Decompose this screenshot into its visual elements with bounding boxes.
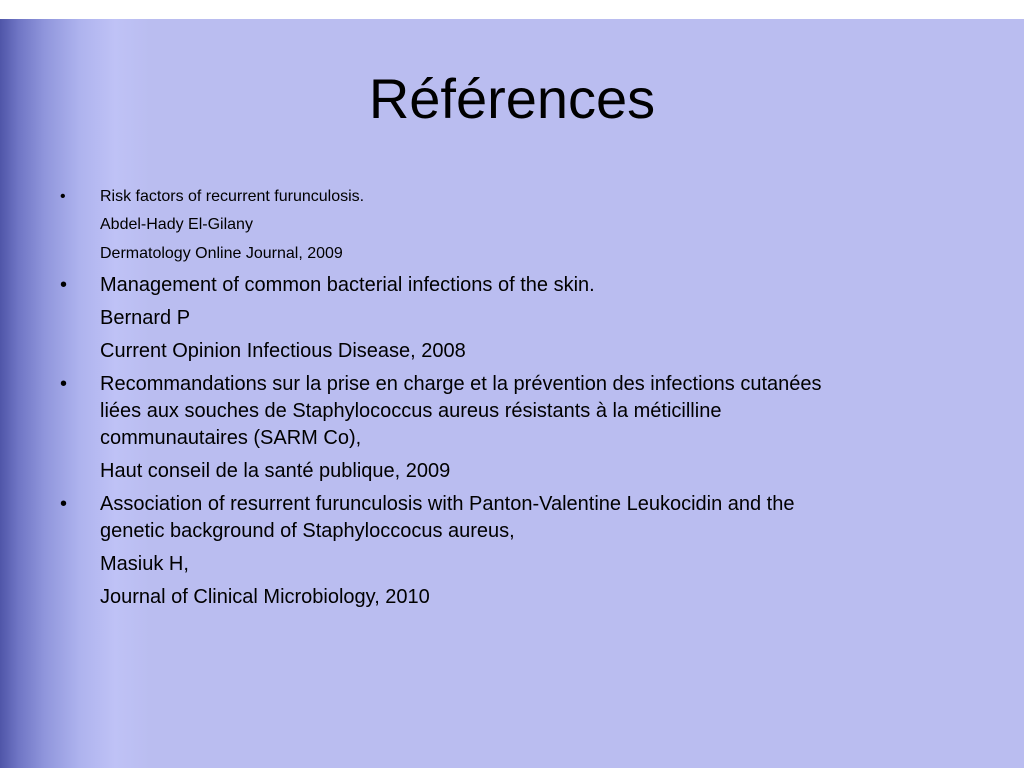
reference-2-title: Management of common bacterial infections of the skin. bbox=[100, 274, 595, 296]
reference-4-author: Masiuk H, bbox=[100, 553, 189, 575]
references-list bbox=[0, 19, 1024, 768]
bullet-icon: • bbox=[60, 373, 68, 395]
reference-3-title-line-2: liées aux souches de Staphylococcus aureus résistants à la méticilline bbox=[100, 400, 722, 422]
reference-4-title-line-2: genetic background of Staphyloccocus aureus, bbox=[100, 520, 515, 542]
bullet-icon: • bbox=[60, 188, 66, 205]
reference-3-title-line-1: Recommandations sur la prise en charge et la prévention des infections cutanées bbox=[100, 373, 822, 395]
slide-title: Références bbox=[368, 67, 656, 130]
reference-4-source: Journal of Clinical Microbiology, 2010 bbox=[100, 586, 430, 608]
slide bbox=[0, 19, 1024, 768]
reference-1-title: Risk factors of recurrent furunculosis. bbox=[100, 188, 365, 205]
reference-4-title-line-1: Association of resurrent furunculosis with Panton-Valentine Leukocidin and the bbox=[100, 493, 795, 515]
reference-1-author: Abdel-Hady El-Gilany bbox=[100, 216, 253, 233]
reference-3-source: Haut conseil de la santé publique, 2009 bbox=[100, 460, 451, 482]
reference-2-source: Current Opinion Infectious Disease, 2008 bbox=[100, 340, 466, 362]
reference-1-source: Dermatology Online Journal, 2009 bbox=[100, 245, 343, 262]
reference-3-title-line-3: communautaires (SARM Co), bbox=[100, 427, 362, 449]
top-margin bbox=[0, 0, 1024, 19]
bullet-icon: • bbox=[60, 274, 68, 296]
bullet-icon: • bbox=[60, 493, 68, 515]
reference-2-author: Bernard P bbox=[100, 307, 191, 329]
